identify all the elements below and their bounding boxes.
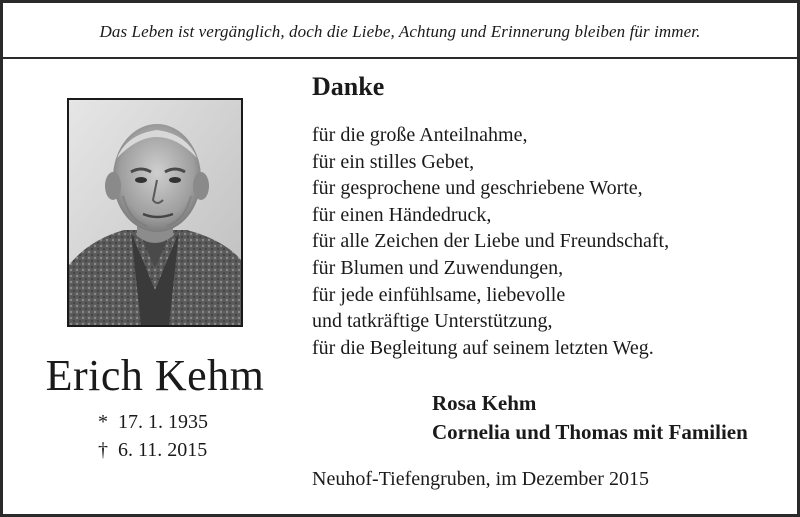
thanks-line: für jede einfühlsame, liebevolle [312,283,566,306]
thanks-heading: Danke [312,72,385,101]
place-and-date: Neuhof-Tiefengruben, im Dezember 2015 [312,468,649,490]
header-divider [2,57,798,59]
portrait-image [69,100,241,325]
portrait-photo [67,98,243,327]
thanks-line: und tatkräftige Unterstützung, [312,310,553,333]
death-date: 6. 11. 2015 [118,439,208,461]
thanks-list [312,122,669,361]
thanks-line: für ein stilles Gebet, [312,150,475,173]
signer-name: Cornelia und Thomas mit Familien [432,420,748,444]
thanks-line: für einen Händedruck, [312,203,492,226]
thanks-line: für die Begleitung auf seinem letzten Weg. [312,336,654,359]
thanks-line: für die große Anteilnahme, [312,124,528,146]
thanks-line: für alle Zeichen der Liebe und Freundschaft, [312,230,670,253]
birth-star-icon: * [98,411,108,433]
death-cross-icon: † [98,439,108,461]
deceased-name: Erich Kehm [45,351,265,400]
life-dates [98,408,208,464]
thanks-line: für Blumen und Zuwendungen, [312,256,564,279]
thanks-line: für gesprochene und geschriebene Worte, [312,177,643,200]
memorial-quote: Das Leben ist vergänglich, doch die Liebe, Achtung und Erinnerung bleiben für immer. [99,22,701,41]
signers-block [432,389,748,447]
birth-date-line [98,408,208,436]
signer-name: Rosa Kehm [432,391,537,415]
death-date-line [98,436,208,464]
birth-date: 17. 1. 1935 [118,411,208,433]
